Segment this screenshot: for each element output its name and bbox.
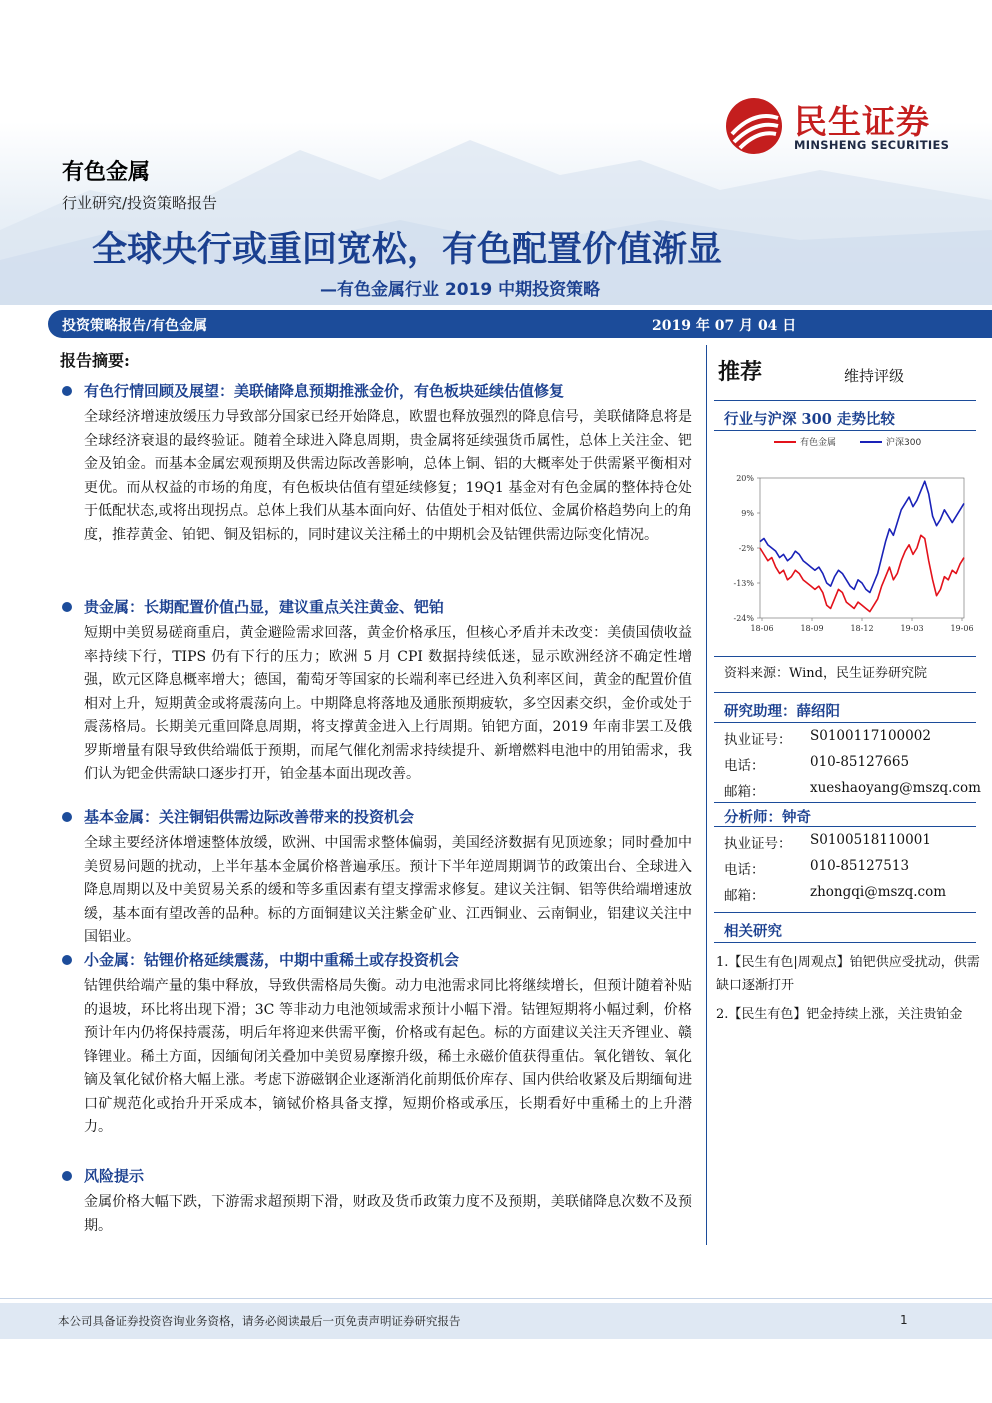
related-heading: 相关研究 bbox=[724, 923, 782, 940]
page-footer bbox=[0, 1303, 992, 1339]
section-title: 有色行情回顾及展望：美联储降息预期推涨金价，有色板块延续估值修复 bbox=[84, 382, 565, 400]
section-body: 金属价格大幅下跌，下游需求超预期下滑，财政及货币政策力度不及预期，美联储降息次数不及预期。 bbox=[84, 1194, 692, 1234]
company-logo bbox=[722, 96, 952, 156]
bullet-icon bbox=[62, 812, 72, 822]
rating-label: 推荐 bbox=[718, 360, 763, 385]
analyst-heading: 研究助理：薛绍阳 bbox=[724, 703, 840, 720]
section-body: 全球经济增速放缓压力导致部分国家已经开始降息，欧盟也释放强烈的降息信号，美联储降息将是全球经济衰退的最终验证。随着全球进入降息周期，贵金属将延续强货币属性，总体上关注金、钯金及铂金。而基本金属宏观预期及供需边际改善影响，总体上铜、铝的大概率处于供需紧平衡相对更优。而从权益的市场的角度，有色板块估值有望延续修复；19Q1 基金对有色金属的整体持仓处于低配状态,或将出现拐点。总体上我们从基本面向好、估值处于相对低位、金属价格趋势向上的角度，推荐黄金、铂钯、铜及铝标的，同时建议关注稀土的中期机会及钴锂供需边际变化情况。 bbox=[84, 409, 692, 543]
x-tick-label: 18-06 bbox=[750, 624, 774, 633]
y-tick-label: 9% bbox=[741, 509, 754, 518]
legend-label: 沪深300 bbox=[886, 438, 922, 448]
report-subtitle: —有色金属行业 2019 中期投资策略 bbox=[320, 280, 601, 300]
x-tick-label: 19-06 bbox=[950, 624, 974, 633]
email-link[interactable]: zhongqi@mszq.com bbox=[810, 884, 946, 900]
bullet-icon bbox=[62, 1171, 72, 1181]
divider bbox=[714, 400, 976, 401]
section-title: 风险提示 bbox=[84, 1167, 145, 1185]
section-body: 短期中美贸易磋商重启，黄金避险需求回落，黄金价格承压，但核心矛盾并未改变：美债国债收益率持续下行，TIPS 仍有下行的压力；欧洲 5 月 CPI 数据持续低迷，显示欧洲经济不确定性增强，欧元区降息概率增大；德国，葡萄牙等国家的长端利率已经进入负利率区间，黄金的配置价值相对上升，短期黄金或将震荡向上。中期降息将落地及通胀预期疲软，多空因素交织，金价或处于震荡格局。长期美元重回降息周期，将支撑黄金进入上行周期。铂钯方面，2019 年南非罢工及俄罗斯增量有限导致供给端低于预期，而尾气催化剂需求持续提升、新增燃料电池中的用铂需求，我们认为钯金供需缺口逐步打开，铂金基本面出现改善。 bbox=[84, 625, 692, 782]
bullet-icon bbox=[62, 386, 72, 396]
chart-source: 资料来源：Wind，民生证券研究院 bbox=[724, 666, 927, 681]
trend-chart bbox=[714, 432, 976, 647]
related-item[interactable]: 2.【民生有色】钯金持续上涨，关注贵铂金 bbox=[716, 1007, 963, 1022]
section-title: 小金属：钴锂价格延续震荡，中期中重稀土或存投资机会 bbox=[84, 951, 460, 969]
x-tick-label: 18-09 bbox=[800, 624, 824, 633]
section-body: 钴锂供给端产量的集中释放，导致供需格局失衡。动力电池需求同比将继续增长，但预计随着补贴的退坡，环比将出现下滑；3C 等非动力电池领域需求预计小幅下滑。钴锂短期将小幅过剩，价格预计年内仍将保持震荡，明后年将迎来供需平衡，价格或有起色。标的方面建议关注天齐锂业、赣锋锂业。稀土方面，因缅甸闭关叠加中美贸易摩擦升级，稀土永磁价值获得重估。氧化镨钕、氧化镝及氧化铽价格大幅上涨。考虑下游磁钢企业逐渐消化前期低价库存、国内供给收紧及后期缅甸进口矿规范化或抬升开采成本，镝铽价格具备支撑，短期价格或承压，长期看好中重稀土的上升潜力。 bbox=[84, 978, 692, 1135]
footer-divider bbox=[0, 1298, 992, 1299]
divider bbox=[714, 722, 976, 723]
divider bbox=[714, 826, 976, 827]
divider bbox=[714, 802, 976, 803]
logo-text-cn: 民生证券 bbox=[794, 102, 930, 141]
chart-legend bbox=[774, 436, 921, 448]
bullet-icon bbox=[62, 602, 72, 612]
summary-heading: 报告摘要: bbox=[60, 351, 130, 370]
report-band bbox=[48, 310, 992, 338]
chart-heading: 行业与沪深 300 走势比较 bbox=[724, 411, 895, 428]
chart-axes bbox=[734, 474, 974, 633]
bullet-icon bbox=[62, 955, 72, 965]
email-link[interactable]: xueshaoyang@mszq.com bbox=[810, 780, 981, 796]
y-tick-label: -13% bbox=[733, 579, 754, 588]
related-item[interactable]: 1.【民生有色|周观点】铂钯供应受扰动，供需缺口逐渐打开 bbox=[716, 955, 980, 993]
report-date: 2019 年 07 月 04 日 bbox=[652, 318, 797, 334]
band-category: 投资策略报告/有色金属 bbox=[62, 318, 208, 334]
report-title: 全球央行或重回宽松，有色配置价值渐显 bbox=[92, 230, 723, 270]
row-key: 电话： bbox=[724, 758, 765, 774]
row-key: 邮箱： bbox=[724, 888, 765, 904]
series-line bbox=[760, 481, 964, 592]
section-body: 全球主要经济体增速整体放缓，欧洲、中国需求整体偏弱，美国经济数据有见顶迹象；同时叠加中美贸易问题的扰动，上半年基本金属价格普遍承压。预计下半年逆周期调节的政策出台、全球进入降息周期以及中美贸易关系的缓和等多重因素有望支撑需求修复。建议关注铜、铝等供给端增速放缓，基本面有望改善的品种。标的方面铜建议关注紫金矿业、江西铜业、云南铜业，铝建议关注中国铝业。 bbox=[84, 835, 692, 945]
logo-mark-icon bbox=[722, 96, 786, 156]
analyst-heading: 分析师：钟奇 bbox=[724, 809, 811, 826]
x-tick-label: 19-03 bbox=[900, 624, 924, 633]
row-value: S0100117100002 bbox=[810, 728, 931, 744]
y-tick-label: 20% bbox=[736, 474, 754, 483]
legend-label: 有色金属 bbox=[800, 438, 837, 448]
row-value: 010-85127513 bbox=[810, 858, 910, 874]
row-key: 执业证号： bbox=[724, 732, 792, 748]
row-key: 邮箱： bbox=[724, 784, 765, 800]
summary-section bbox=[62, 1166, 692, 1238]
summary-section bbox=[62, 597, 692, 787]
row-key: 执业证号： bbox=[724, 836, 792, 852]
rating-box bbox=[714, 355, 976, 395]
summary-section bbox=[62, 381, 692, 547]
series-line bbox=[760, 535, 964, 611]
y-tick-label: -24% bbox=[733, 614, 754, 623]
divider bbox=[714, 942, 976, 943]
footer-disclaimer: 本公司具备证券投资咨询业务资格，请务必阅读最后一页免责声明证券研究报告 bbox=[58, 1314, 461, 1328]
divider bbox=[714, 430, 976, 431]
y-tick-label: -2% bbox=[738, 544, 754, 553]
row-key: 电话： bbox=[724, 862, 765, 878]
divider bbox=[714, 912, 976, 913]
rating-note: 维持评级 bbox=[844, 367, 905, 385]
section-title: 贵金属：长期配置价值凸显，建议重点关注黄金、钯铂 bbox=[84, 598, 445, 616]
logo-text-en: MINSHENG SECURITIES bbox=[794, 138, 950, 152]
row-value: 010-85127665 bbox=[810, 754, 910, 770]
chart-lines bbox=[760, 481, 964, 611]
industry-label: 有色金属 bbox=[62, 160, 151, 185]
section-title: 基本金属：关注铜铝供需边际改善带来的投资机会 bbox=[84, 808, 415, 826]
summary-section bbox=[62, 950, 692, 1140]
column-divider bbox=[706, 345, 707, 1245]
summary-section bbox=[62, 807, 692, 950]
x-tick-label: 18-12 bbox=[850, 624, 874, 633]
divider bbox=[714, 656, 976, 657]
report-type: 行业研究/投资策略报告 bbox=[62, 194, 218, 212]
row-value: S0100518110001 bbox=[810, 832, 931, 848]
plot-frame bbox=[760, 478, 964, 618]
divider bbox=[714, 692, 976, 693]
page-number: 1 bbox=[900, 1313, 908, 1327]
